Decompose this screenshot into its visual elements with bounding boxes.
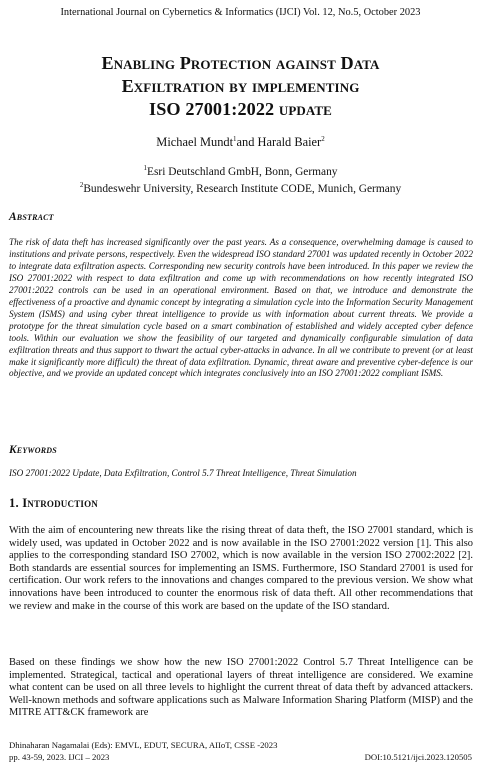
author-superscript: 2 — [321, 135, 325, 143]
title-line: Exfiltration by implementing — [121, 76, 360, 96]
author-name: and Harald Baier — [236, 135, 322, 150]
affiliation — [0, 164, 481, 178]
paper-title — [20, 52, 461, 121]
body-paragraph: With the aim of encountering new threats like the rising threat of data theft, the ISO 27001 standard, which is widely used, was updated in October 2022 and is now available in the ISO 27001:2022 version [1]. This also applies to the corresponding standard ISO 27002, which is now available in the version ISO 27002:2022 [2]. Both standards are essential sources for implementing an ISMS. Furthermore, ISO Standard 27001 is used for certification. Our work refers to the innovations and changes compared to the previous version. We show what innovations have been introduced to counter the enormous risk of data theft. All other recommendations that we review and make in the course of this work are based on the update of the ISO standard. — [9, 525, 473, 612]
title-line: Enabling Protection against Data — [101, 53, 380, 73]
keywords-heading: Keywords — [9, 444, 57, 456]
section-heading: 1. Introduction — [9, 496, 99, 510]
abstract-text: The risk of data theft has increased significantly over the past years. As a consequence, overwhelming damage is caused to institutions and private persons, respectively. Even the widespread ISO standard 27001 was updated recently in October 2022 to integrate data exfiltration aspects. Corresponding new security controls have been introduced. In this paper we review the ISO 27001:2022 with respect to data exfiltration and come up with recommendations on how recently integrated ISO 27001:2022 controls can be used in an operational environment. Based on that, we introduce and demonstrate the effectiveness of a proactive and dynamic concept by integrating a simulation cycle into the Information Security Management System (ISMS) and using cyber threat intelligence to provide us with information about current threats. We provide a prototype for the threat simulation cycle based on a smart combination of established and widely accepted cyber defence tools. Within our evaluation we show the feasibility of our targeted and dynamically configurable simulation of data exfiltration threats and thus support to thwart the actual cyber-attacks in advance. In all we contribute to prevent (or at least make it significantly more difficult) the threat of data exfiltration. Dynamic, threat aware and preventive cyber-defence is our objective, and we provide an updated concept which integrates conclusively into an ISO 27001:2022 compliant ISMS. — [9, 237, 473, 379]
author-name: Michael Mundt — [156, 135, 234, 150]
author-superscript: 1 — [233, 135, 237, 143]
title-line: ISO 27001:2022 update — [149, 99, 332, 119]
affiliation-superscript: 2 — [79, 181, 84, 189]
affiliation-text: Esri Deutschland GmbH, Bonn, Germany — [147, 165, 338, 178]
affiliation-superscript: 1 — [143, 164, 148, 172]
keywords-text: ISO 27001:2022 Update, Data Exfiltration, Control 5.7 Threat Intelligence, Threat Simulation — [9, 468, 357, 478]
footer-pages: pp. 43-59, 2023. IJCI – 2023 — [9, 752, 110, 762]
footer-editors: Dhinaharan Nagamalai (Eds): EMVL, EDUT, SECURA, AIIoT, CSSE -2023 — [9, 740, 278, 750]
affiliation — [0, 181, 481, 195]
abstract-heading: Abstract — [9, 211, 54, 223]
affiliation-text: Bundeswehr University, Research Institute CODE, Munich, Germany — [83, 182, 402, 195]
running-header: International Journal on Cybernetics & Informatics (IJCI) Vol. 12, No.5, October 2023 — [60, 7, 421, 18]
footer-doi: DOI:10.5121/ijci.2023.120505 — [364, 752, 472, 762]
body-paragraph: Based on these findings we show how the new ISO 27001:2022 Control 5.7 Threat Intelligence can be implemented. Strategical, tactical and operational layers of threat intelligence are considered. We examine what content can be used on all three levels to highlight the current threat of data theft by advanced attackers. Well-known methods and software applications such as Malware Information Sharing Platform (MISP) and the MITRE ATT&CK framework are — [9, 657, 473, 719]
author-list — [0, 135, 481, 150]
